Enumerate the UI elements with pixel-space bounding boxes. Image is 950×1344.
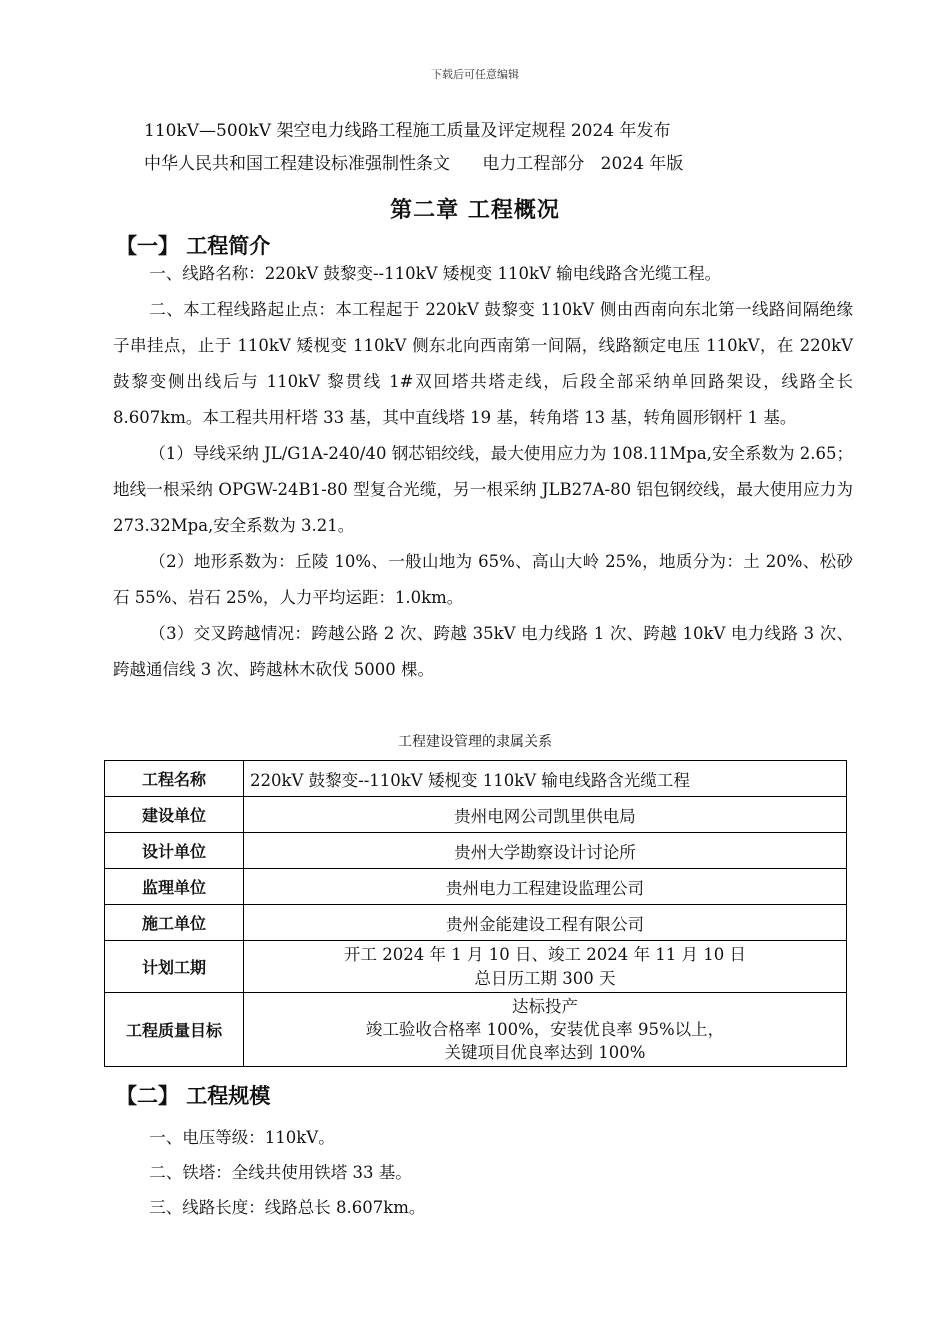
table-row: [105, 761, 847, 797]
value-line: 竣工验收合格率 100%，安装优良率 95%以上，: [365, 1020, 725, 1039]
table-row: [105, 941, 847, 993]
row-key: 工程质量目标: [105, 993, 244, 1067]
standard-line-2: 中华人民共和国工程建设标准强制性条文 电力工程部分 2024 年版: [144, 154, 684, 174]
table-row: [105, 993, 847, 1067]
value-line: 关键项目优良率达到 100%: [444, 1043, 646, 1062]
header-note: 下载后可任意编辑: [431, 68, 519, 81]
row-value: 贵州大学勘察设计讨论所: [244, 833, 847, 869]
paragraph: （1）导线采纳 JL/G1A-240/40 钢芯铝绞线，最大使用应力为 108.11Mpa,安全系数为 2.65；地线一根采纳 OPGW-24B1-80 型复合光缆，另一根采纳 JLB27A-80 铝包钢绞线，最大使用应力为 273.32Mpa,安全系数为 3.21。: [113, 444, 853, 535]
section-2-body: [113, 1120, 853, 1225]
paragraph: （3）交叉跨越情况：跨越公路 2 次、跨越 35kV 电力线路 1 次、跨越 10kV 电力线路 3 次、跨越通信线 3 次、跨越林木砍伐 5000 棵。: [113, 624, 853, 679]
value-line: 总日历工期 300 天: [474, 968, 616, 988]
paragraph: （2）地形系数为：丘陵 10%、一般山地为 65%、高山大岭 25%，地质分为：土 20%、松砂石 55%、岩石 25%，人力平均运距：1.0km。: [113, 552, 853, 607]
chapter-title: 第二章 工程概况: [390, 198, 560, 223]
list-item: 一、电压等级：110kV。: [149, 1128, 335, 1147]
table-caption: 工程建设管理的隶属关系: [398, 734, 552, 750]
row-value: 贵州金能建设工程有限公司: [244, 905, 847, 941]
value-line: 开工 2024 年 1 月 10 日、竣工 2024 年 11 月 10 日: [344, 944, 746, 964]
row-key: 计划工期: [105, 941, 244, 993]
section-2-title: 【二】 工程规模: [116, 1084, 271, 1108]
row-key: 工程名称: [105, 761, 244, 797]
table-row: [105, 905, 847, 941]
table-row: [105, 833, 847, 869]
standard-line-1: 110kV—500kV 架空电力线路工程施工质量及评定规程 2024 年发布: [144, 121, 671, 141]
value-line: 达标投产: [512, 997, 578, 1016]
row-key: 监理单位: [105, 869, 244, 905]
row-value: 220kV 鼓黎变--110kV 矮枧变 110kV 输电线路含光缆工程: [244, 761, 847, 797]
section-1-title: 【一】 工程简介: [116, 234, 271, 258]
paragraph: 一、线路名称：220kV 鼓黎变--110kV 矮枧变 110kV 输电线路含光缆工程。: [149, 264, 722, 283]
list-item: 三、线路长度：线路总长 8.607km。: [149, 1198, 426, 1217]
table-row: [105, 869, 847, 905]
row-key: 建设单位: [105, 797, 244, 833]
row-key: 施工单位: [105, 905, 244, 941]
row-value: 贵州电力工程建设监理公司: [244, 869, 847, 905]
row-value: 贵州电网公司凯里供电局: [244, 797, 847, 833]
project-info-table: [104, 760, 847, 1067]
table-row: [105, 797, 847, 833]
paragraph: 二、本工程线路起止点：本工程起于 220kV 鼓黎变 110kV 侧由西南向东北第一线路间隔绝缘子串挂点，止于 110kV 矮枧变 110kV 侧东北向西南第一间隔，线路额定电压 110kV，在 220kV 鼓黎变侧出线后与 110kV 黎贯线 1#双回塔共塔走线，后段全部采纳单回路架设，线路全长 8.607km。本工程共用杆塔 33 基，其中直线塔 19 基，转角塔 13 基，转角圆形钢杆 1 基。: [113, 300, 853, 427]
row-value: [244, 993, 847, 1067]
row-key: 设计单位: [105, 833, 244, 869]
section-1-body: [113, 256, 853, 688]
list-item: 二、铁塔：全线共使用铁塔 33 基。: [149, 1163, 412, 1182]
row-value: [244, 941, 847, 993]
